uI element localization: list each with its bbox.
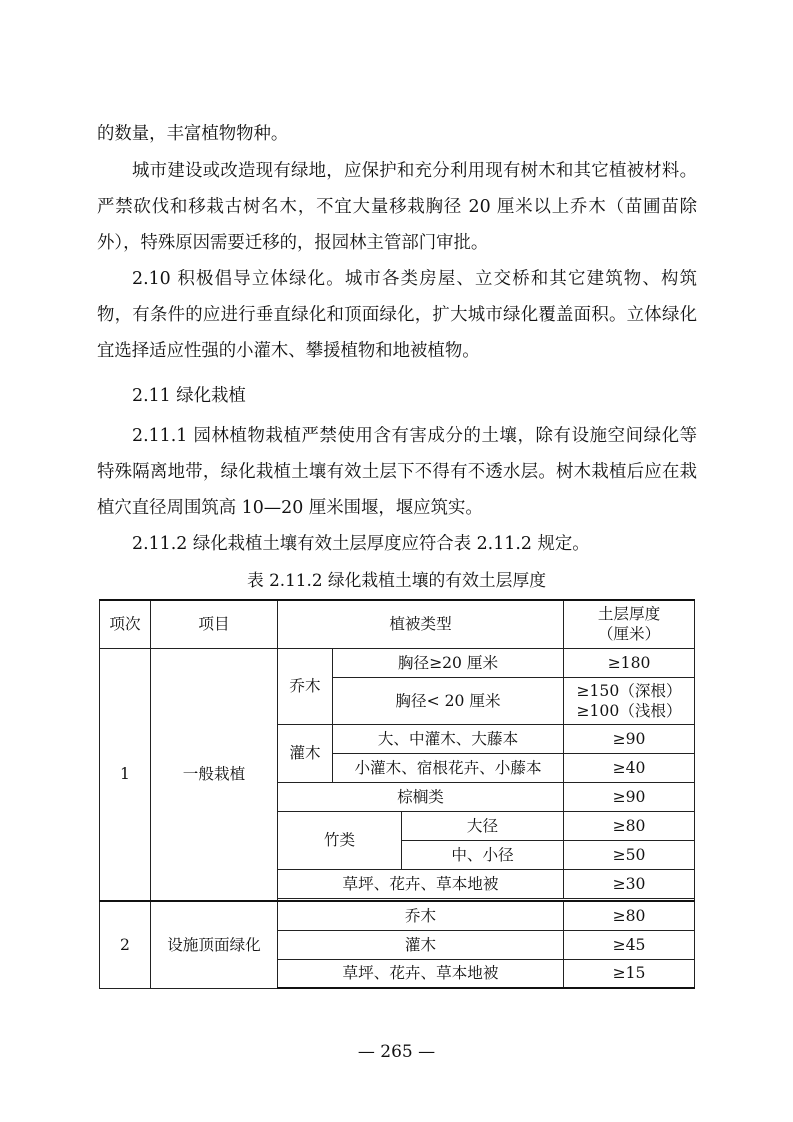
cat-palm: 棕榈类 [278,782,564,811]
bamboo-large: 大径 [402,811,564,840]
depth-value: ≥90 [564,724,695,753]
depth-shallow-root: ≥100（浅根） [576,701,682,720]
header-seq: 项次 [100,600,151,648]
paragraph-2-11-1: 2.11.1 园林植物栽植严禁使用含有害成分的土壤，除有设施空间绿化等特殊隔离地带，绿化栽植土壤有效土层下不得有不透水层。树木栽植后应在栽植穴直径周围筑高 10—20 厘米围堰，堰应筑实。 [97,426,697,518]
soil-depth-table [99,599,695,989]
shrub-small: 小灌木、宿根花卉、小藤本 [333,753,564,782]
depth-value: ≥40 [564,753,695,782]
seq-2: 2 [100,901,151,988]
depth-value: ≥80 [564,811,695,840]
depth-value: ≥180 [564,648,695,677]
paragraph-continuation: 的数量，丰富植物物种。 [97,124,289,144]
heading-2-11: 2.11 绿化栽植 [132,386,246,406]
shrub-large: 大、中灌木、大藤本 [333,724,564,753]
depth-value: ≥80 [564,901,695,930]
paragraph-2-10: 2.10 积极倡导立体绿化。城市各类房屋、立交桥和其它建筑物、构筑物，有条件的应进行垂直绿化和顶面绿化，扩大城市绿化覆盖面积。立体绿化宜选择适应性强的小灌木、攀援植物和地被植物。 [97,269,697,361]
header-item: 项目 [151,600,278,648]
roof-lawn: 草坪、花卉、草本地被 [278,959,564,988]
seq-1: 1 [100,648,151,901]
roof-tree: 乔木 [278,901,564,930]
depth-value [564,677,695,724]
item-general-planting: 一般栽植 [151,648,278,901]
page-number: — 265 — [357,1042,436,1062]
header-vegetation: 植被类型 [278,600,564,648]
depth-value: ≥45 [564,930,695,959]
table-row [100,901,695,930]
cat-lawn: 草坪、花卉、草本地被 [278,869,564,898]
cat-bamboo: 竹类 [278,811,402,869]
cat-shrub: 灌木 [278,724,333,782]
tree-dbh-large: 胸径≥20 厘米 [333,648,564,677]
depth-deep-root: ≥150（深根） [576,681,682,700]
paragraph-2-11-2: 2.11.2 绿化栽植土壤有效土层厚度应符合表 2.11.2 规定。 [132,534,590,554]
bamboo-small: 中、小径 [402,840,564,869]
item-roof-greening: 设施顶面绿化 [151,901,278,988]
header-depth-line1: 土层厚度 [597,605,661,624]
header-depth-line2: （厘米） [597,625,661,644]
depth-value: ≥90 [564,782,695,811]
cat-tree: 乔木 [278,648,333,724]
roof-shrub: 灌木 [278,930,564,959]
tree-dbh-small: 胸径< 20 厘米 [333,677,564,724]
paragraph-green-protection: 城市建设或改造现有绿地，应保护和充分利用现有树木和其它植被材料。严禁砍伐和移栽古树名木，不宜大量移栽胸径 20 厘米以上乔木（苗圃苗除外），特殊原因需要迁移的，报园林主管部门审批。 [97,161,697,253]
table-caption: 表 2.11.2 绿化栽植土壤的有效土层厚度 [247,570,546,590]
table-header-row [100,600,695,648]
depth-value: ≥50 [564,840,695,869]
table-row [100,648,695,677]
depth-value: ≥30 [564,869,695,898]
header-depth [564,600,695,648]
depth-value: ≥15 [564,959,695,988]
